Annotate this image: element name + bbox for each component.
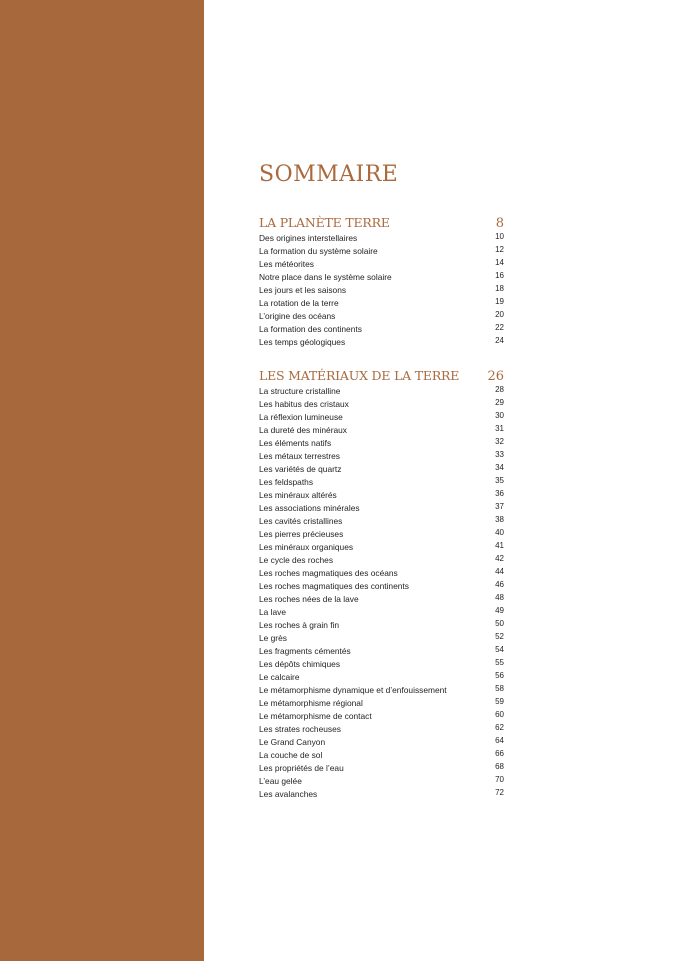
entry-label: La réflexion lumineuse (259, 412, 343, 422)
toc-entry[interactable] (259, 476, 504, 489)
entry-list (259, 385, 504, 801)
toc-entry[interactable] (259, 232, 504, 245)
toc-section (259, 367, 504, 801)
side-color-band (0, 0, 204, 961)
entry-label: Les propriétés de l’eau (259, 763, 344, 773)
table-of-contents (259, 160, 504, 801)
entry-label: Le calcaire (259, 672, 300, 682)
entry-page-number: 55 (495, 658, 504, 667)
entry-label: L’eau gelée (259, 776, 302, 786)
entry-label: Les minéraux altérés (259, 490, 337, 500)
entry-label: Les dépôts chimiques (259, 659, 341, 669)
entry-page-number: 70 (495, 775, 504, 784)
toc-entry[interactable] (259, 723, 504, 736)
section-heading[interactable] (259, 214, 504, 232)
entry-page-number: 49 (495, 606, 504, 615)
toc-entry[interactable] (259, 671, 504, 684)
entry-page-number: 31 (495, 424, 504, 433)
entry-page-number: 32 (495, 437, 504, 446)
entry-page-number: 59 (495, 697, 504, 706)
entry-label: Le métamorphisme dynamique et d’enfouissement (259, 685, 447, 695)
entry-label: La formation des continents (259, 324, 362, 334)
entry-page-number: 18 (495, 284, 504, 293)
entry-page-number: 36 (495, 489, 504, 498)
section-page-number: 26 (487, 369, 504, 384)
toc-entry[interactable] (259, 489, 504, 502)
entry-label: Les roches nées de la lave (259, 594, 359, 604)
toc-entry[interactable] (259, 336, 504, 349)
entry-label: Les variétés de quartz (259, 464, 342, 474)
entry-label: La rotation de la terre (259, 298, 339, 308)
entry-label: Le Grand Canyon (259, 737, 326, 747)
toc-entry[interactable] (259, 271, 504, 284)
entry-label: La formation du système solaire (259, 246, 378, 256)
toc-entry[interactable] (259, 619, 504, 632)
section-title: LES MATÉRIAUX DE LA TERRE (259, 368, 460, 383)
entry-label: Les pierres précieuses (259, 529, 344, 539)
entry-page-number: 48 (495, 593, 504, 602)
entry-page-number: 42 (495, 554, 504, 563)
toc-entry[interactable] (259, 323, 504, 336)
entry-page-number: 38 (495, 515, 504, 524)
entry-page-number: 52 (495, 632, 504, 641)
entry-page-number: 50 (495, 619, 504, 628)
entry-label: Le grès (259, 633, 287, 643)
toc-entry[interactable] (259, 310, 504, 323)
toc-entry[interactable] (259, 284, 504, 297)
entry-label: Les minéraux organiques (259, 542, 354, 552)
entry-label: La structure cristalline (259, 386, 341, 396)
toc-entry[interactable] (259, 258, 504, 271)
toc-entry[interactable] (259, 606, 504, 619)
entry-page-number: 24 (495, 336, 504, 345)
toc-entry[interactable] (259, 697, 504, 710)
toc-entry[interactable] (259, 736, 504, 749)
entry-label: Le métamorphisme de contact (259, 711, 372, 721)
entry-page-number: 68 (495, 762, 504, 771)
toc-entry[interactable] (259, 398, 504, 411)
entry-label: Les feldspaths (259, 477, 314, 487)
section-title: LA PLANÈTE TERRE (259, 215, 390, 230)
section-page-number: 8 (495, 216, 504, 231)
entry-label: Les météorites (259, 259, 314, 269)
toc-section (259, 214, 504, 349)
toc-entry[interactable] (259, 632, 504, 645)
entry-page-number: 64 (495, 736, 504, 745)
toc-entry[interactable] (259, 385, 504, 398)
entry-page-number: 46 (495, 580, 504, 589)
toc-entry[interactable] (259, 710, 504, 723)
entry-page-number: 72 (495, 788, 504, 797)
entry-page-number: 16 (495, 271, 504, 280)
entry-list (259, 232, 504, 349)
entry-label: Les roches magmatiques des continents (259, 581, 409, 591)
entry-label: Les temps géologiques (259, 337, 346, 347)
entry-page-number: 62 (495, 723, 504, 732)
toc-entry[interactable] (259, 658, 504, 671)
entry-page-number: 66 (495, 749, 504, 758)
toc-entry[interactable] (259, 554, 504, 567)
entry-label: Les strates rocheuses (259, 724, 341, 734)
entry-page-number: 60 (495, 710, 504, 719)
entry-page-number: 58 (495, 684, 504, 693)
entry-label: Les avalanches (259, 789, 318, 799)
entry-page-number: 19 (495, 297, 504, 306)
entry-label: Les jours et les saisons (259, 285, 347, 295)
entry-page-number: 30 (495, 411, 504, 420)
section-heading[interactable] (259, 367, 504, 385)
entry-label: Les métaux terrestres (259, 451, 340, 461)
entry-label: L’origine des océans (259, 311, 336, 321)
toc-entry[interactable] (259, 424, 504, 437)
entry-page-number: 34 (495, 463, 504, 472)
entry-page-number: 54 (495, 645, 504, 654)
toc-entry[interactable] (259, 515, 504, 528)
toc-entry[interactable] (259, 593, 504, 606)
entry-page-number: 41 (495, 541, 504, 550)
toc-entry[interactable] (259, 245, 504, 258)
entry-label: Les roches à grain fin (259, 620, 340, 630)
toc-entry[interactable] (259, 645, 504, 658)
entry-label: Le métamorphisme régional (259, 698, 363, 708)
toc-entry[interactable] (259, 788, 504, 801)
entry-label: Les éléments natifs (259, 438, 332, 448)
entry-label: Le cycle des roches (259, 555, 334, 565)
entry-label: Les associations minérales (259, 503, 360, 513)
entry-label: La lave (259, 607, 287, 617)
entry-label: Les fragments cémentés (259, 646, 351, 656)
entry-page-number: 40 (495, 528, 504, 537)
entry-label: La dureté des minéraux (259, 425, 347, 435)
entry-page-number: 44 (495, 567, 504, 576)
toc-sections (259, 214, 504, 801)
toc-entry[interactable] (259, 775, 504, 788)
entry-page-number: 20 (495, 310, 504, 319)
toc-entry[interactable] (259, 463, 504, 476)
page-title: SOMMAIRE (259, 162, 399, 187)
entry-label: Les roches magmatiques des océans (259, 568, 398, 578)
entry-page-number: 14 (495, 258, 504, 267)
entry-page-number: 22 (495, 323, 504, 332)
toc-entry[interactable] (259, 502, 504, 515)
toc-entry[interactable] (259, 567, 504, 580)
toc-entry[interactable] (259, 437, 504, 450)
toc-entry[interactable] (259, 450, 504, 463)
entry-page-number: 33 (495, 450, 504, 459)
entry-page-number: 10 (495, 232, 504, 241)
entry-page-number: 28 (495, 385, 504, 394)
entry-page-number: 12 (495, 245, 504, 254)
toc-entry[interactable] (259, 411, 504, 424)
toc-entry[interactable] (259, 762, 504, 775)
toc-entry[interactable] (259, 297, 504, 310)
entry-label: Des origines interstellaires (259, 233, 358, 243)
entry-page-number: 29 (495, 398, 504, 407)
toc-entry[interactable] (259, 749, 504, 762)
toc-entry[interactable] (259, 528, 504, 541)
toc-entry[interactable] (259, 580, 504, 593)
entry-label: Les cavités cristallines (259, 516, 343, 526)
entry-label: Notre place dans le système solaire (259, 272, 392, 282)
toc-entry[interactable] (259, 541, 504, 554)
entry-label: La couche de sol (259, 750, 323, 760)
entry-label: Les habitus des cristaux (259, 399, 349, 409)
toc-entry[interactable] (259, 684, 504, 697)
entry-page-number: 56 (495, 671, 504, 680)
entry-page-number: 37 (495, 502, 504, 511)
entry-page-number: 35 (495, 476, 504, 485)
